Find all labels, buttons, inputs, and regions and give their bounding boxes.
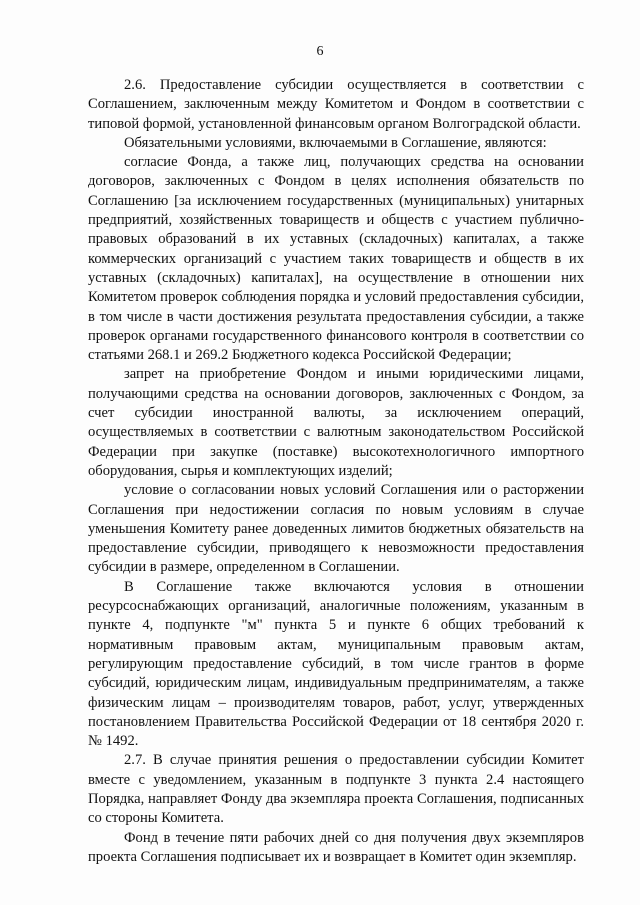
page-number: 6 — [316, 44, 324, 59]
paragraph-currency-prohibition: запрет на приобретение Фондом и иными юридическими лицами, получающими средства на основании договоров, заключенных с Фондом, за счет субсидии иностранной валюты, за исключением операций, осуществляемых в соответствии с валютным законодательством Российской Федерации при закупке (поставке) высокотехнологичного импортного оборудования, сырья и комплектующих изделий; — [88, 366, 584, 479]
paragraph-new-conditions: условие о согласовании новых условий Соглашения или о расторжении Соглашения при недостижении согласия по новым условиям в случае уменьшения Комитету ранее доведенных лимитов бюджетных обязательств на предоставление субсидии, приводящего к невозможности предоставления субсидии в размере, определенном в Соглашении. — [88, 482, 584, 576]
paragraph-fund-signing: Фонд в течение пяти рабочих дней со дня получения двух экземпляров проекта Соглашения подписывает их и возвращает в Комитет один экземпляр. — [88, 829, 584, 865]
paragraph-resource-suppliers: В Соглашение также включаются условия в отношении ресурсоснабжающих организаций, аналогичные положениям, указанным в пункте 4, подпункте "м" пункта 5 и пункте 6 общих требований к нормативным правовым актам, муниципальным правовым актам, регулирующим предоставление субсидий, в том числе грантов в форме субсидий, юридическим лицам, индивидуальным предпринимателям, а также физическим лицам – производителям товаров, работ, услуг, утвержденных постановлением Правительства Российской Федерации от 18 сентября 2020 г. № 1492. — [88, 578, 584, 750]
paragraph-2-7: 2.7. В случае принятия решения о предоставлении субсидии Комитет вместе с уведомлением, указанным в подпункте 3 пункта 2.4 настоящего Порядка, направляет Фонду два экземпляра проекта Соглашения, подписанных со стороны Комитета. — [88, 752, 584, 827]
paragraph-conditions-intro: Обязательными условиями, включаемыми в Соглашение, являются: — [124, 134, 547, 151]
paragraph-consent-condition: согласие Фонда, а также лиц, получающих средства на основании договоров, заключенных с Фондом в целях исполнения обязательств по Соглашению [за исключением государственных (муниципальных) унитарных предприятий, хозяйственных товариществ и обществ с участием публично-правовых образований в их уставных (складочных) капиталах, а также коммерческих организаций с участием таких товариществ и обществ в их уставных (складочных) капиталах], на осуществление в отношении них Комитетом проверок соблюдения порядка и условий предоставления субсидии, в том числе в части достижения результата предоставления субсидии, а также проверок органами государственного финансового контроля в соответствии со статьями 268.1 и 269.2 Бюджетного кодекса Российской Федерации; — [88, 154, 584, 364]
document-body — [88, 76, 584, 867]
paragraph-2-6: 2.6. Предоставление субсидии осуществляется в соответствии с Соглашением, заключенным между Комитетом и Фондом в соответствии с типовой формой, установленной финансовым органом Волгоградской области. — [88, 77, 584, 132]
